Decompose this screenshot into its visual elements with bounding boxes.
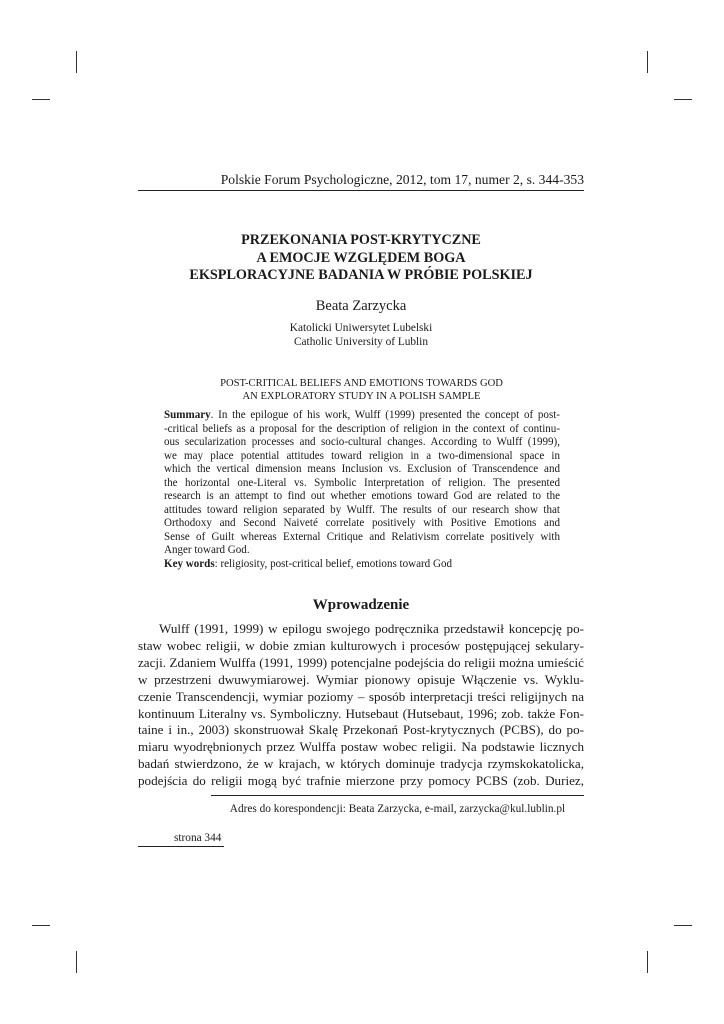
title-line: EKSPLORACYJNE BADANIA W PRÓBIE POLSKIEJ	[189, 267, 533, 283]
body-paragraph	[138, 621, 584, 790]
summary-line: the horizontal one-Literal vs. Symbolic Interpretation of religion. The presented	[164, 476, 560, 489]
crop-mark	[76, 51, 77, 73]
body-line: w przestrzeni dwuwymiarowej. Wymiar pionowy opisuje Włączenie vs. Wyklu-	[138, 671, 584, 687]
crop-mark	[647, 51, 648, 73]
summary-line-text: . In the epilogue of his work, Wulff (1999) presented the concept of post-	[210, 409, 560, 421]
header-rule	[138, 190, 584, 191]
title-line: A EMOCJE WZGLĘDEM BOGA	[256, 249, 466, 266]
keywords-line	[164, 558, 560, 572]
crop-mark	[647, 951, 648, 973]
page-number-rule	[138, 846, 224, 847]
crop-mark	[674, 99, 692, 100]
english-title-line: AN EXPLORATORY STUDY IN A POLISH SAMPLE	[242, 391, 481, 402]
body-line: czenie Transcendencji, wymiar poziomy – sposób interpretacji treści religijnych na	[138, 688, 584, 704]
footnote-rule	[211, 795, 584, 796]
affiliation-line: Catholic University of Lublin	[294, 336, 428, 348]
keywords-label: Key words	[164, 558, 215, 571]
summary-line: Orthodoxy and Second Naiveté correlate positively with Positive Emotions and	[164, 517, 560, 530]
english-title-line: POST-CRITICAL BELIEFS AND EMOTIONS TOWARDS GOD	[220, 378, 503, 389]
section-heading: Wprowadzenie	[312, 597, 410, 613]
crop-mark	[76, 951, 77, 973]
page-number: strona 344	[174, 832, 222, 844]
affiliation-line: Katolicki Uniwersytet Lubelski	[289, 322, 433, 334]
summary-line: research is an attempt to find out whether emotions toward God are related to the	[164, 490, 560, 503]
crop-mark	[674, 925, 692, 926]
correspondence-footnote: Adres do korespondencji: Beata Zarzycka, e-mail, zarzycka@kul.lublin.pl	[229, 803, 566, 815]
summary-label: Summary	[164, 409, 211, 421]
body-line: staw wobec religii, w dobie zmian kulturowych i procesów postępującej sekulary-	[138, 637, 584, 653]
body-line: kontinuum Literalny vs. Symboliczny. Hutsebaut (Hutsebaut, 1996; zob. także Fon-	[138, 705, 584, 721]
affiliation	[138, 321, 584, 349]
running-head: Polskie Forum Psychologiczne, 2012, tom 17, numer 2, s. 344-353	[220, 172, 584, 187]
summary-line: Sense of Guilt whereas External Critique and Relativism correlate positively with	[164, 530, 560, 543]
summary-line: Anger toward God.	[164, 544, 250, 557]
summary-abstract	[164, 409, 560, 572]
crop-mark	[32, 925, 50, 926]
crop-mark	[32, 99, 50, 100]
title-line: PRZEKONANIA POST-KRYTYCZNE	[241, 232, 481, 248]
article-title	[138, 232, 584, 285]
author-name: Beata Zarzycka	[315, 298, 407, 314]
summary-line: we may place potential attitudes toward religion in a two-dimensional space in	[164, 449, 560, 462]
body-line: taine i in., 2003) skonstruował Skalę Przekonań Post-krytycznych (PCBS), do po-	[138, 722, 584, 738]
keywords-text: : religiosity, post-critical belief, emotions toward God	[214, 558, 452, 571]
summary-line: attitudes toward religion separated by Wulff. The results of our research show that	[164, 503, 560, 516]
summary-line: ous secularization processes and socio-cultural changes. According to Wulff (1999),	[164, 436, 560, 449]
body-line: Wulff (1991, 1999) w epilogu swojego podręcznika przedstawił koncepcję po-	[159, 621, 584, 636]
summary-line	[164, 409, 560, 423]
summary-line: which the vertical dimension means Inclusion vs. Exclusion of Transcendence and	[164, 463, 560, 476]
body-line: zacji. Zdaniem Wulffa (1991, 1999) potencjalne podejścia do religii można umieścić	[138, 654, 584, 670]
body-line: podejścia do religii mogą być trafnie mierzone przy pomocy PCBS (zob. Duriez,	[138, 773, 584, 789]
summary-line: -critical beliefs as a proposal for the description of religion in the context of continu-	[164, 422, 560, 435]
english-title	[164, 377, 559, 403]
body-line: miaru wyodrębnionych przez Wulffa postaw wobec religii. Na podstawie licznych	[138, 739, 584, 755]
body-line: badań stwierdzono, że w krajach, w których dominuje tradycja rzymskokatolicka,	[138, 756, 584, 772]
